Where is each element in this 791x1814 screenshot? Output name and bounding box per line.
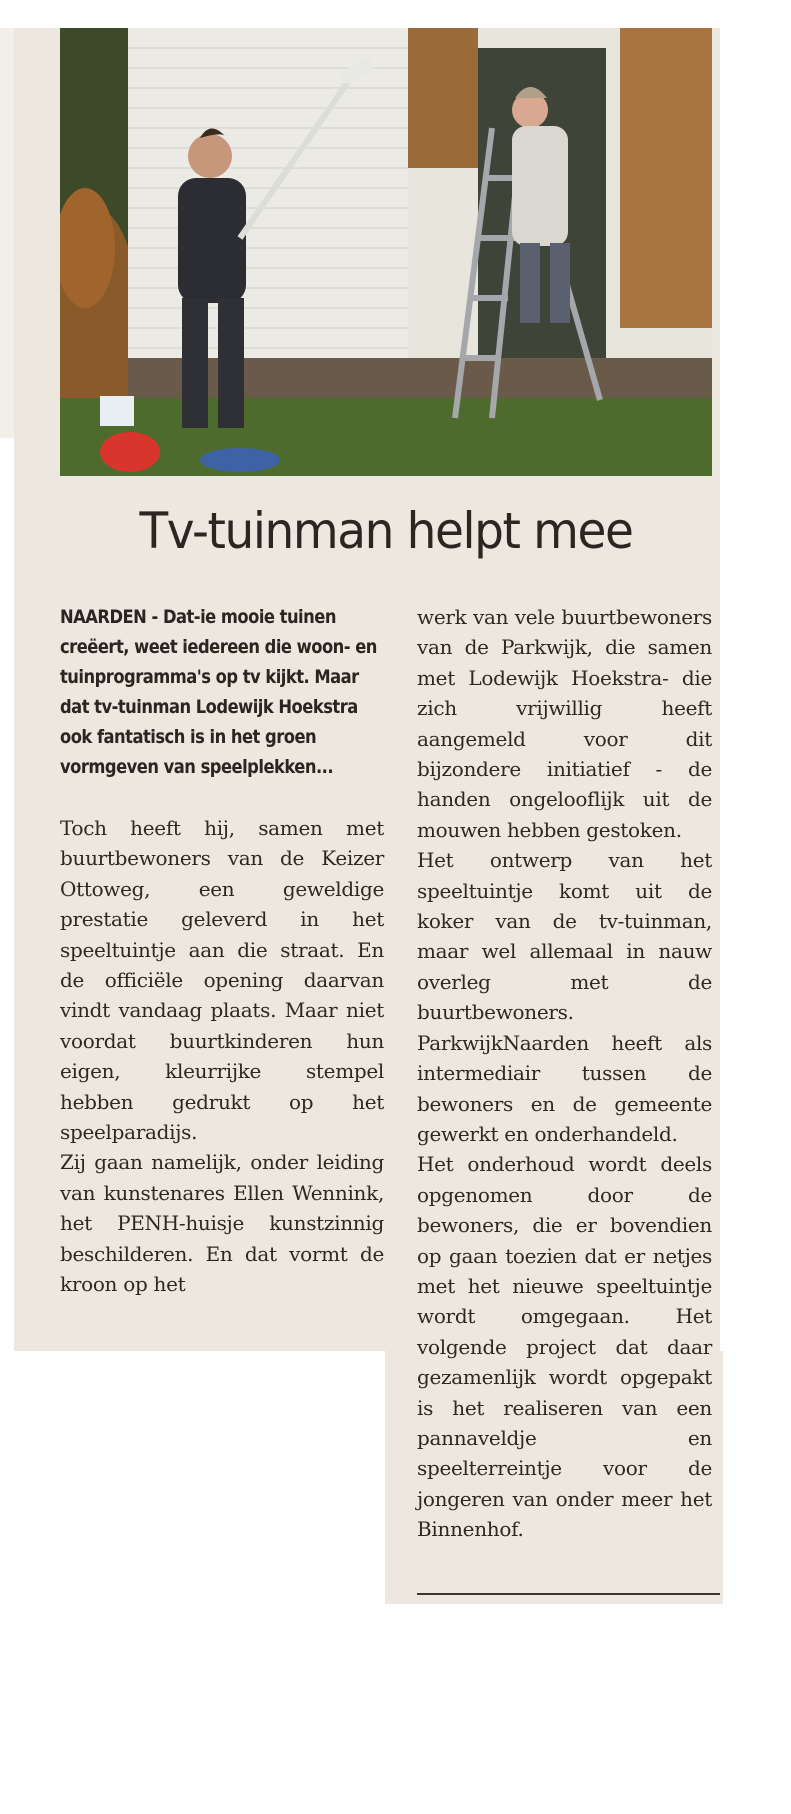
article-lede: NAARDEN - Dat-ie mooie tuinen creëert, weet iedereen die woon- en tuinprogramma's op tv kijkt. Maar dat tv-tuinman Lodewijk Hoekstra ook fantatisch is in het groen vormgeven van speelplekken... <box>60 606 377 778</box>
body-paragraph: Toch heeft hij, samen met buurtbewoners van de Keizer Ottoweg, een geweldige prestatie geleverd in het speeltuintje aan die straat. En de officiële opening daarvan vindt vandaag plaats. Maar niet voordat buurtkinderen hun eigen, kleurrijke stempel hebben gedrukt op het speelparadijs. <box>60 816 384 1145</box>
body-paragraph: werk van vele buurtbewoners van de Parkwijk, die samen met Lodewijk Hoekstra- die zich vrijwillig heeft aangemeld voor dit bijzondere initiatief - de handen ongelooflijk uit de mouwen hebben gestoken. <box>417 605 712 842</box>
article-column-right <box>417 602 712 1545</box>
article-column-left <box>60 602 384 1300</box>
article-photo <box>60 28 712 476</box>
body-paragraph: Het ontwerp van het speeltuintje komt uit de koker van de tv-tuinman, maar wel allemaal in nauw overleg met de buurtbewoners. ParkwijkNaarden heeft als intermediair tussen de bewoners en de gemeente gewerkt en onderhandeld. <box>417 848 712 1146</box>
body-paragraph: Zij gaan namelijk, onder leiding van kunstenares Ellen Wennink, het PENH-huisje kunstzinnig beschilderen. En dat vormt de kroon op het <box>60 1150 384 1297</box>
article-headline: Tv-tuinman helpt mee <box>139 502 633 560</box>
photo-image <box>60 28 712 476</box>
article-end-rule <box>417 1593 720 1595</box>
body-paragraph: Het onderhoud wordt deels opgenomen door de bewoners, die er bovendien op gaan toezien dat er netjes met het nieuwe speeltuintje wordt omgegaan. Het volgende project dat daar gezamenlijk wordt opgepakt is het realiseren van een pannaveldje en speelterreintje voor de jongeren van onder meer het Binnenhof. <box>417 1152 712 1542</box>
